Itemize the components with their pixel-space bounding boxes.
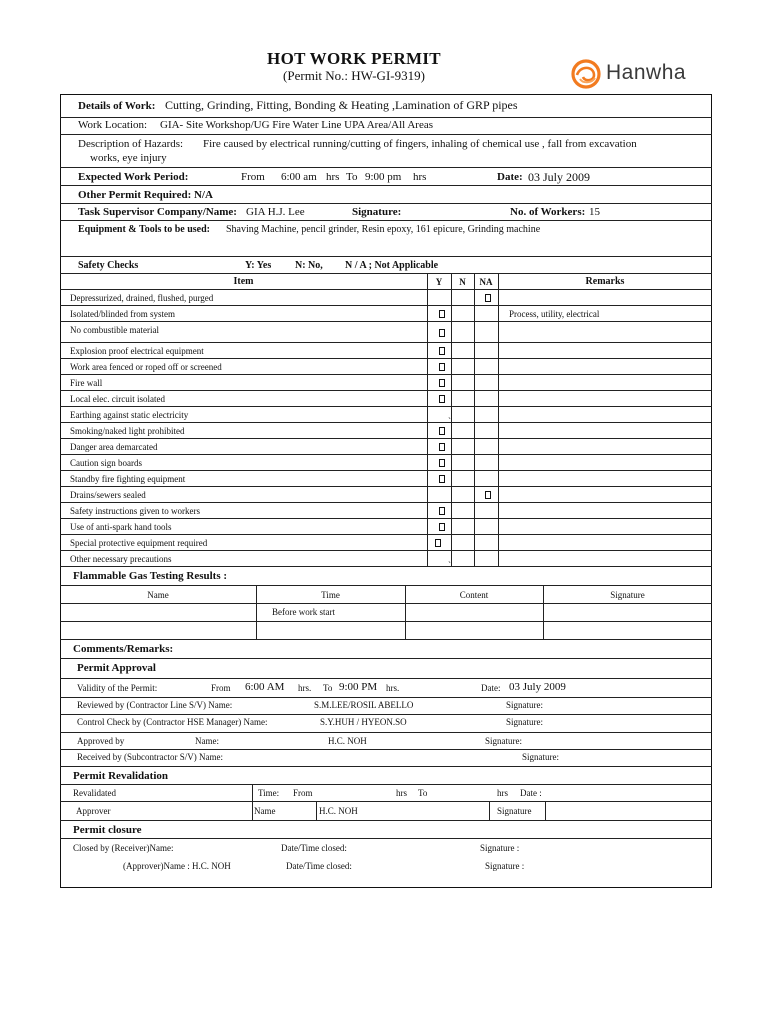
revalidation-name-value: H.C. NOH — [319, 806, 358, 816]
safety-item-remark: Process, utility, electrical — [509, 309, 600, 319]
other-permit-required: Other Permit Required: N/A — [78, 189, 213, 201]
revalidation-signature-label: Signature — [497, 806, 532, 816]
checkbox-icon[interactable] — [439, 475, 445, 483]
revalidation-name-label: Name — [254, 806, 276, 816]
col-n-header: N — [459, 277, 466, 287]
details-of-work-value: Cutting, Grinding, Fitting, Bonding & Heating ,Lamination of GRP pipes — [165, 98, 518, 112]
safety-item-label: Danger area demarcated — [70, 442, 158, 452]
received-signature-label: Signature: — [522, 752, 559, 762]
revalidation-hrs1: hrs — [396, 788, 407, 798]
safety-item-label: Earthing against static electricity — [70, 410, 189, 420]
closure-approver-name: (Approver)Name : H.C. NOH — [123, 861, 231, 871]
validity-label: Validity of the Permit: — [77, 683, 158, 693]
validity-to: To — [323, 683, 333, 693]
checkbox-icon[interactable] — [439, 507, 445, 515]
check-mark-icon[interactable]: ˎ — [448, 409, 451, 419]
logo-text: Hanwha — [606, 61, 687, 84]
safety-item-label: Caution sign boards — [70, 458, 142, 468]
gas-testing-title: Flammable Gas Testing Results : — [73, 570, 228, 582]
revalidation-hrs2: hrs — [497, 788, 508, 798]
date-label: Date: — [497, 171, 523, 183]
gas-col-signature: Signature — [610, 590, 645, 600]
control-check-value: S.Y.HUH / HYEON.SO — [320, 717, 407, 727]
legend-no: N: No, — [295, 260, 323, 271]
checkbox-icon[interactable] — [439, 523, 445, 531]
hazards-value-line2: works, eye injury — [90, 152, 167, 164]
legend-na: N / A ; Not Applicable — [345, 260, 439, 271]
date-value: 03 July 2009 — [528, 170, 591, 184]
company-logo — [568, 56, 708, 92]
validity-to-time: 9:00 PM — [339, 681, 378, 693]
revalidation-title: Permit Revalidation — [73, 770, 169, 782]
checkbox-icon[interactable] — [439, 363, 445, 371]
safety-item-label: Special protective equipment required — [70, 538, 208, 548]
safety-item-label: Other necessary precautions — [70, 554, 172, 564]
equipment-value: Shaving Machine, pencil grinder, Resin epoxy, 161 epicure, Grinding machine — [226, 224, 541, 235]
safety-item-label: Work area fenced or roped off or screened — [70, 362, 222, 372]
safety-item-label: Explosion proof electrical equipment — [70, 346, 204, 356]
checkbox-icon[interactable] — [439, 459, 445, 467]
closed-datetime-label: Date/Time closed: — [281, 843, 347, 853]
work-location-value: GIA- Site Workshop/UG Fire Water Line UPA Area/All Areas — [160, 119, 433, 131]
gas-col-time: Time — [321, 590, 340, 600]
closure-title: Permit closure — [73, 824, 142, 836]
control-check-label: Control Check by (Contractor HSE Manager) Name: — [77, 717, 268, 727]
checkbox-icon[interactable] — [439, 427, 445, 435]
safety-item-label: Smoking/naked light prohibited — [70, 426, 185, 436]
period-to-label: To — [346, 171, 358, 183]
check-mark-icon[interactable]: ˎ — [448, 553, 451, 563]
approved-by-label: Approved by — [77, 736, 125, 746]
safety-item-label: Local elec. circuit isolated — [70, 394, 165, 404]
legend-yes: Y: Yes — [245, 260, 272, 271]
validity-from: From — [211, 683, 231, 693]
workers-value: 15 — [589, 206, 600, 218]
comments-title: Comments/Remarks: — [73, 643, 174, 655]
gas-col-name: Name — [147, 590, 169, 600]
period-to-time: 9:00 pm — [365, 171, 402, 183]
col-y-header: Y — [435, 277, 443, 287]
reviewed-by-value: S.M.LEE/ROSIL ABELLO — [314, 700, 414, 710]
checkbox-icon[interactable] — [485, 491, 491, 499]
safety-item-label: No combustible material — [70, 325, 159, 335]
closed-signature-label: Signature : — [480, 843, 520, 853]
document-title: HOT WORK PERMIT — [267, 49, 441, 68]
period-hrs2: hrs — [413, 171, 427, 183]
revalidated-label: Revalidated — [73, 788, 116, 798]
closure-datetime2-label: Date/Time closed: — [286, 861, 352, 871]
period-from-time: 6:00 am — [281, 171, 317, 183]
work-location-label: Work Location: — [78, 119, 148, 131]
checkbox-icon[interactable] — [485, 294, 491, 302]
safety-item-label: Fire wall — [70, 378, 103, 388]
equipment-label: Equipment & Tools to be used: — [78, 224, 210, 235]
reviewed-signature-label: Signature: — [506, 700, 543, 710]
closed-by-label: Closed by (Receiver)Name: — [73, 843, 174, 853]
gas-col-content: Content — [459, 590, 489, 600]
approved-name-label: Name: — [195, 736, 219, 746]
hanwha-swirl-logo-icon — [568, 56, 604, 92]
approver-label: Approver — [76, 806, 111, 816]
permit-approval-title: Permit Approval — [77, 662, 156, 674]
safety-checks-title: Safety Checks — [78, 260, 139, 271]
revalidation-date-label: Date : — [520, 788, 542, 798]
work-period-label: Expected Work Period: — [78, 171, 189, 183]
hazards-value-line1: Fire caused by electrical running/cutting of fingers, inhaling of chemical use , fall from excavation — [203, 138, 637, 150]
validity-hrs1: hrs. — [298, 683, 312, 693]
checkbox-icon[interactable] — [435, 539, 441, 547]
closure-signature2-label: Signature : — [485, 861, 525, 871]
supervisor-signature-label: Signature: — [352, 206, 402, 218]
gas-before-work: Before work start — [272, 607, 335, 617]
details-of-work-label: Details of Work: — [78, 100, 156, 112]
col-na-header: NA — [479, 277, 493, 287]
received-by-label: Received by (Subcontractor S/V) Name: — [77, 752, 223, 762]
task-supervisor-value: GIA H.J. Lee — [246, 206, 305, 218]
safety-item-label: Isolated/blinded from system — [70, 309, 175, 319]
approved-signature-label: Signature: — [485, 736, 522, 746]
checkbox-icon[interactable] — [439, 310, 445, 318]
period-hrs1: hrs — [326, 171, 340, 183]
validity-hrs2: hrs. — [386, 683, 400, 693]
approval-date-label: Date: — [481, 683, 501, 693]
approval-date-value: 03 July 2009 — [509, 681, 566, 693]
safety-item-label: Drains/sewers sealed — [70, 490, 146, 500]
safety-item-label: Depressurized, drained, flushed, purged — [70, 293, 214, 303]
permit-number: (Permit No.: HW-GI-9319) — [283, 68, 425, 83]
task-supervisor-label: Task Supervisor Company/Name: — [78, 206, 237, 218]
checkbox-icon[interactable] — [439, 395, 445, 403]
safety-item-label: Safety instructions given to workers — [70, 506, 200, 516]
col-item-header: Item — [233, 276, 254, 287]
safety-item-label: Standby fire fighting equipment — [70, 474, 186, 484]
col-remarks-header: Remarks — [585, 276, 625, 287]
reviewed-by-label: Reviewed by (Contractor Line S/V) Name: — [77, 700, 233, 710]
revalidation-to: To — [418, 788, 428, 798]
hazards-label: Description of Hazards: — [78, 138, 184, 150]
validity-from-time: 6:00 AM — [245, 681, 285, 693]
control-signature-label: Signature: — [506, 717, 543, 727]
period-from-label: From — [241, 171, 265, 183]
checkbox-icon[interactable] — [439, 347, 445, 355]
revalidation-from: From — [293, 788, 313, 798]
checkbox-icon[interactable] — [439, 329, 445, 337]
safety-item-label: Use of anti-spark hand tools — [70, 522, 172, 532]
revalidation-time-label: Time: — [258, 788, 280, 798]
workers-label: No. of Workers: — [510, 206, 586, 218]
checkbox-icon[interactable] — [439, 379, 445, 387]
checkbox-icon[interactable] — [439, 443, 445, 451]
approved-by-value: H.C. NOH — [328, 736, 367, 746]
